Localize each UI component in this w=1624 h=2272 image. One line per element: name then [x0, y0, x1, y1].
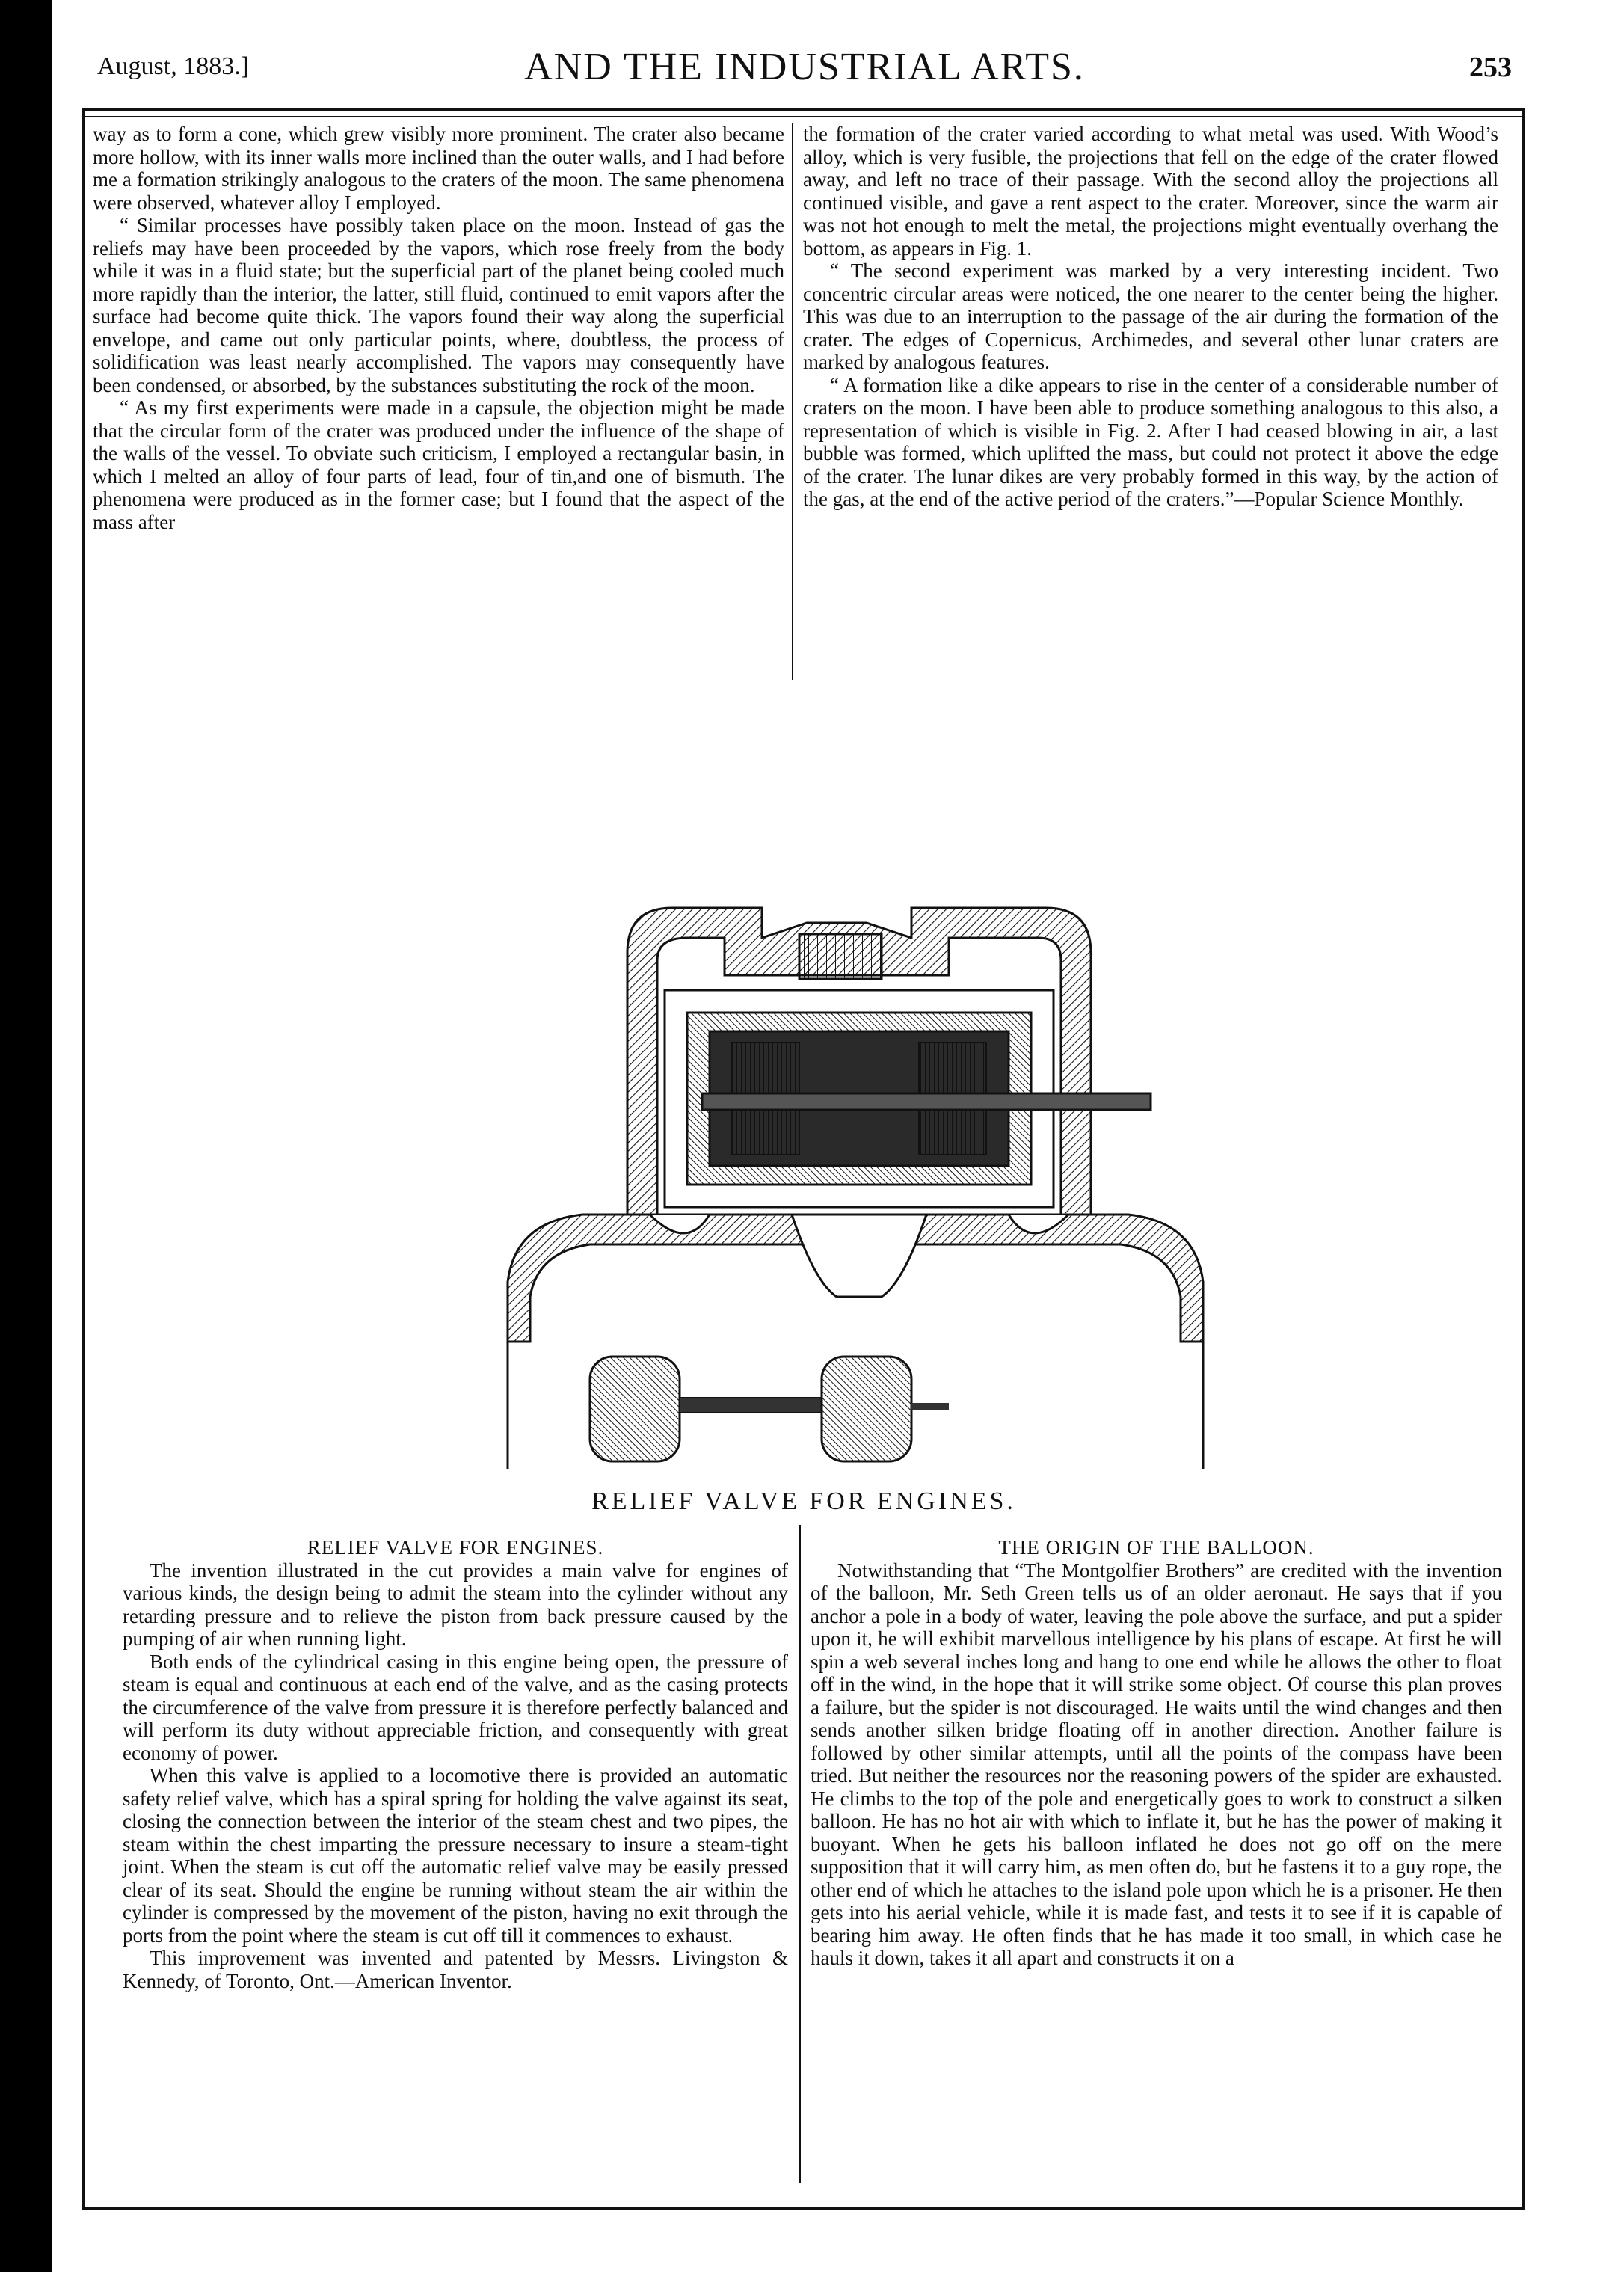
balloon-article: [811, 1536, 1502, 1970]
paragraph: The invention illustrated in the cut provides a main valve for engines of various kinds, the design being to admit the steam into the cylinder without any retarding pressure and to relieve the piston from back pressure caused by the pumping of air when running light.: [123, 1559, 788, 1650]
scan-border: [0, 0, 52, 2272]
column-rule: [799, 1525, 801, 2183]
page-number: 253: [1469, 52, 1512, 83]
paragraph: the formation of the crater varied according to what metal was used. With Wood’s alloy, which is very fusible, the projections that fell on the edge of the crater flowed away, and left no trace of their passage. With the second alloy the projections all continued visible, and gave a rent aspect to the crater. Moreover, since the warm air was not hot enough to melt the metal, the projections might eventually overhang the bottom, as appears in Fig. 1.: [803, 123, 1498, 260]
paragraph: This improvement was invented and patented by Messrs. Livingston & Kennedy, of Toronto, Ont.—American Inventor.: [123, 1947, 788, 1992]
top-right-column: [803, 123, 1498, 511]
issue-date: August, 1883.]: [97, 52, 250, 80]
paragraph: “ A formation like a dike appears to rise in the center of a considerable number of craters on the moon. I have been able to produce something analogous to this also, a representation of which is visible in Fig. 2. After I had ceased blowing in air, a last bubble was formed, which uplifted the mass, but could not protect it above the edge of the crater. The lunar dikes are very probably formed in this way, by the action of the gas, at the end of the active period of the craters.”—Popular Science Monthly.: [803, 373, 1498, 510]
paragraph: Both ends of the cylindrical casing in this engine being open, the pressure of steam is equal and continuous at each end of the valve, and as the casing protects the circumference of the valve from pressure it is therefore perfectly balanced and will perform its duty without appreciable friction, and consequently with great economy of power.: [123, 1650, 788, 1764]
paragraph: “ Similar processes have possibly taken place on the moon. Instead of gas the reliefs may have been proceeded by the vapors, which rose freely from the body while it was in a fluid state; but the superficial part of the planet being cooled much more rapidly than the interior, the latter, still fluid, continued to emit vapors after the surface had become quite thick. The vapors found their way along the superficial envelope, and came out only particular points, where, doubtless, the process of solidification was least nearly accomplished. The vapors may consequently have been condensed, or absorbed, by the substances substituting the rock of the moon.: [93, 214, 784, 396]
journal-title: AND THE INDUSTRIAL ARTS.: [524, 46, 1085, 88]
paragraph: When this valve is applied to a locomotive there is provided an automatic safety relief valve, which has a spiral spring for holding the valve against its seat, closing the connection between the interior of the steam chest and two pipes, the steam within the chest imparting the pressure necessary to insure a steam-tight joint. When the steam is cut off the automatic relief valve may be easily pressed clear of its seat. Should the engine be running without steam the air within the cylinder is compressed by the movement of the piston, having no exit through the ports from the point where the steam is cut off till it commences to exhaust.: [123, 1764, 788, 1947]
article-heading: THE ORIGIN OF THE BALLOON.: [998, 1536, 1314, 1559]
top-rule: [85, 116, 1522, 117]
paragraph: “ As my first experiments were made in a capsule, the objection might be made that the circular form of the crater was produced under the influence of the shape of the walls of the vessel. To obviate such criticism, I employed a rectangular basin, in which I melted an alloy of four parts of lead, four of tin,and one of bismuth. The phenomena were produced as in the former case; but I found that the aspect of the mass after: [93, 396, 784, 533]
top-left-column: [93, 123, 784, 533]
relief-valve-engraving: [463, 893, 1248, 1476]
running-head: [97, 45, 1512, 97]
paragraph: way as to form a cone, which grew visibly more prominent. The crater also became more hollow, with its inner walls more inclined than the outer walls, and I had before me a formation strikingly analogous to the craters of the moon. The same phenomena were observed, whatever alloy I employed.: [93, 123, 784, 214]
relief-valve-article: [123, 1536, 788, 1992]
article-heading: RELIEF VALVE FOR ENGINES.: [307, 1536, 604, 1559]
paragraph: “ The second experiment was marked by a very interesting incident. Two concentric circular areas were noticed, the one nearer to the center being the higher. This was due to an interruption to the passage of the air during the formation of the crater. The edges of Copernicus, Archimedes, and several other lunar craters are marked by analogous features.: [803, 260, 1498, 373]
figure-caption: RELIEF VALVE FOR ENGINES.: [591, 1487, 1016, 1515]
page-frame: [82, 108, 1525, 2210]
column-rule: [792, 123, 793, 680]
paragraph: Notwithstanding that “The Montgolfier Brothers” are credited with the invention of the balloon, Mr. Seth Green tells us of an older aeronaut. He says that if you anchor a pole in a body of water, leaving the pole above the surface, and put a spider upon it, he will exhibit marvellous intelligence by his plans of escape. At first he will spin a web several inches long and hang to one end while he allows the other to float off in the wind, in the hope that it will strike some object. Of course this plan proves a failure, but the spider is not discouraged. He waits until the wind changes and then sends another silken bridge floating off in another direction. Another failure is followed by other similar attempts, until all the points of the compass have been tried. But neither the resources nor the reasoning powers of the spider are exhausted. He climbs to the top of the pole and energetically goes to work to construct a silken balloon. He has no hot air with which to inflate it, but he has the power of making it buoyant. When he gets his balloon inflated he does not go off on the mere supposition that it will carry him, as men often do, but he fastens it to a guy rope, the other end of which he attaches to the island pole upon which he is a prisoner. He then gets into his aerial vehicle, while it is made fast, and tests it to see if it is capable of bearing him away. He often finds that he has made it too small, in which case he hauls it down, takes it all apart and constructs it on a: [811, 1559, 1502, 1969]
